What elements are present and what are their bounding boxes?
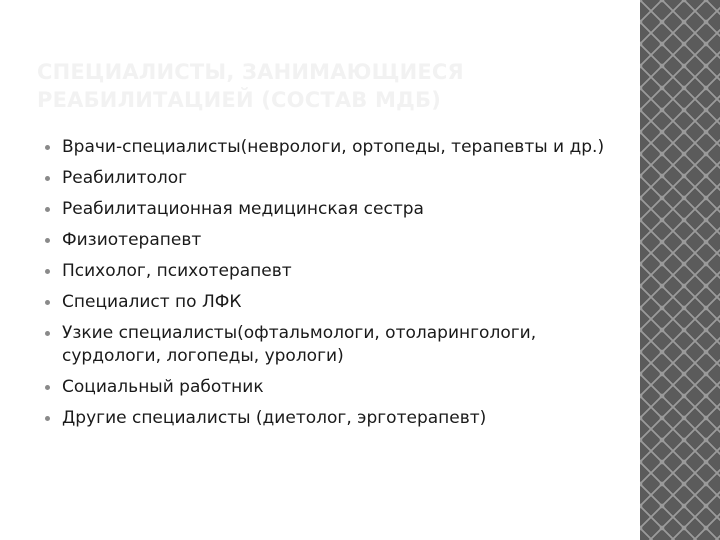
bullet-dot-icon [45, 176, 50, 181]
bullet-text: Специалист по ЛФК [62, 292, 242, 312]
bullet-item [45, 260, 625, 283]
bullet-item [45, 322, 625, 367]
bullet-text: Реабилитолог [62, 168, 188, 188]
bullet-text: Другие специалисты (диетолог, эрготерапевт) [62, 407, 487, 428]
bullet-dot-icon [45, 331, 50, 336]
slide-title: СПЕЦИАЛИСТЫ, ЗАНИМАЮЩИЕСЯ РЕАБИЛИТАЦИЕЙ (СОСТАВ МДБ) [37, 60, 464, 112]
bullet-dot-icon [45, 385, 50, 390]
bullet-item [45, 167, 625, 190]
bullet-item [45, 229, 625, 252]
bullet-item [45, 407, 625, 430]
bullet-text: Врачи-специалисты(неврологи, ортопеды, терапевты и др.) [62, 137, 605, 157]
bullet-item [45, 136, 625, 159]
bullet-item [45, 376, 625, 399]
bullet-text: Психолог, психотерапевт [62, 261, 292, 281]
bullet-text: Реабилитационная медицинская сестра [62, 199, 424, 219]
bullet-list [45, 136, 625, 438]
bullet-dot-icon [45, 269, 50, 274]
bullet-dot-icon [45, 300, 50, 305]
bullet-item [45, 198, 625, 221]
bullet-dot-icon [45, 207, 50, 212]
decorative-pattern-strip [640, 0, 720, 540]
bullet-text: Узкие специалисты(офтальмологи, отоларингологи, сурдологи, логопеды, урологи) [62, 323, 537, 366]
bullet-text: Физиотерапевт [62, 230, 202, 250]
bullet-dot-icon [45, 145, 50, 150]
bullet-item [45, 291, 625, 314]
bullet-dot-icon [45, 238, 50, 243]
bullet-text: Социальный работник [62, 376, 264, 397]
bullet-dot-icon [45, 416, 50, 421]
